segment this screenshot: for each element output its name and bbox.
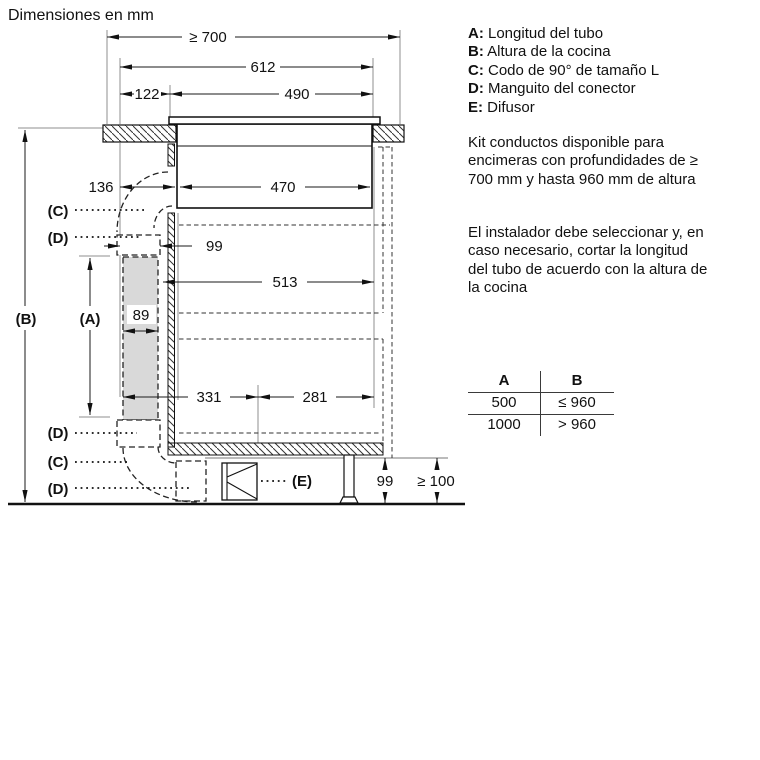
installer-note-line4: la cocina [468, 279, 528, 297]
cabinet-leg [344, 455, 354, 497]
legend-label-C: Codo de 90° de tamaño L [488, 61, 660, 79]
dim-plinth-height: 99 [376, 473, 394, 490]
page-title: Dimensiones en mm [8, 7, 154, 24]
dim-bottom-right: 281 [302, 389, 328, 406]
label-E: (E) [292, 473, 312, 490]
installer-note-line2: caso necesario, cortar la longitud [468, 242, 689, 260]
dim-top-width: ≥ 700 [189, 29, 227, 46]
countertop-right [373, 125, 404, 142]
installer-note-line3: del tubo de acuerdo con la altura de [468, 260, 708, 278]
installer-note [468, 224, 707, 298]
legend-label-A: Longitud del tubo [488, 25, 604, 42]
legend-item-C [468, 62, 659, 80]
dim-bottom-left: 331 [196, 389, 222, 406]
availability-note-line2: encimeras con profundidades de ≥ [468, 152, 699, 170]
label-D-mid: (D) [47, 425, 69, 442]
label-D-top: (D) [47, 230, 69, 247]
availability-note-line3: 700 mm y hasta 960 mm de altura [468, 170, 696, 188]
label-B: (B) [15, 311, 37, 328]
dim-duct-depth: 99 [206, 238, 223, 255]
legend-label-B: Altura de la cocina [487, 43, 611, 61]
label-D-bottom: (D) [47, 481, 69, 498]
tube-A [123, 257, 158, 420]
tube-length-table [468, 371, 614, 436]
dim-hob-body-width: 470 [270, 179, 296, 196]
cutout-edge-strip [168, 144, 175, 166]
cabinet-leg-foot [340, 497, 358, 503]
table-cell-A1: 500 [491, 394, 517, 411]
dim-interior-depth: 513 [272, 274, 298, 291]
connector-top [117, 235, 160, 255]
installer-note-line1: El instalador debe seleccionar y, en [468, 224, 704, 241]
dim-floor-clearance: ≥ 100 [417, 473, 455, 490]
installation-drawing [0, 0, 470, 530]
table-cell-B2: > 960 [540, 415, 613, 436]
dim-duct-offset: 136 [88, 179, 114, 196]
legend-item-D [468, 80, 659, 98]
legend-item-B [468, 43, 659, 61]
dim-hob-total: 612 [250, 59, 276, 76]
legend-key-C: C: [468, 61, 484, 79]
dim-left-offset: 122 [134, 86, 160, 103]
hob-glass-top [169, 117, 380, 124]
legend-item-E [468, 99, 659, 117]
countertop-left [103, 125, 176, 142]
table-row [468, 414, 614, 436]
cabinet-side-panel [168, 213, 175, 447]
label-A: (A) [79, 311, 101, 328]
legend-key-D: D: [468, 80, 484, 98]
table-header-B: B [540, 371, 613, 392]
legend-label-D: Manguito del conector [488, 80, 636, 98]
availability-note-line1: Kit conductos disponible para [468, 134, 664, 151]
elbow-top-outer-arc [117, 172, 168, 232]
label-C-bottom: (C) [47, 454, 69, 471]
legend-item-A [468, 25, 659, 43]
table-cell-B1: ≤ 960 [540, 393, 613, 414]
connector-bottom [117, 420, 160, 447]
legend-key-B: B: [468, 43, 484, 61]
label-C-top: (C) [47, 203, 69, 220]
table-header-row [468, 371, 614, 392]
legend-key-A: A: [468, 25, 484, 42]
dimension-text-backings [10, 29, 462, 492]
cabinet-bottom-panel [168, 443, 383, 455]
connector-bottom-horizontal [176, 461, 206, 501]
table-cell-A2: 1000 [487, 416, 521, 433]
table-header-A: A [498, 372, 510, 389]
table-row [468, 392, 614, 414]
availability-note [468, 134, 698, 189]
elbow-bottom-outer-arc [123, 448, 197, 502]
dim-cutout-width: 490 [284, 86, 310, 103]
parts-legend [468, 25, 659, 117]
dim-tube-width: 89 [132, 307, 150, 324]
legend-key-E: E: [468, 98, 483, 116]
legend-label-E: Difusor [487, 98, 535, 116]
